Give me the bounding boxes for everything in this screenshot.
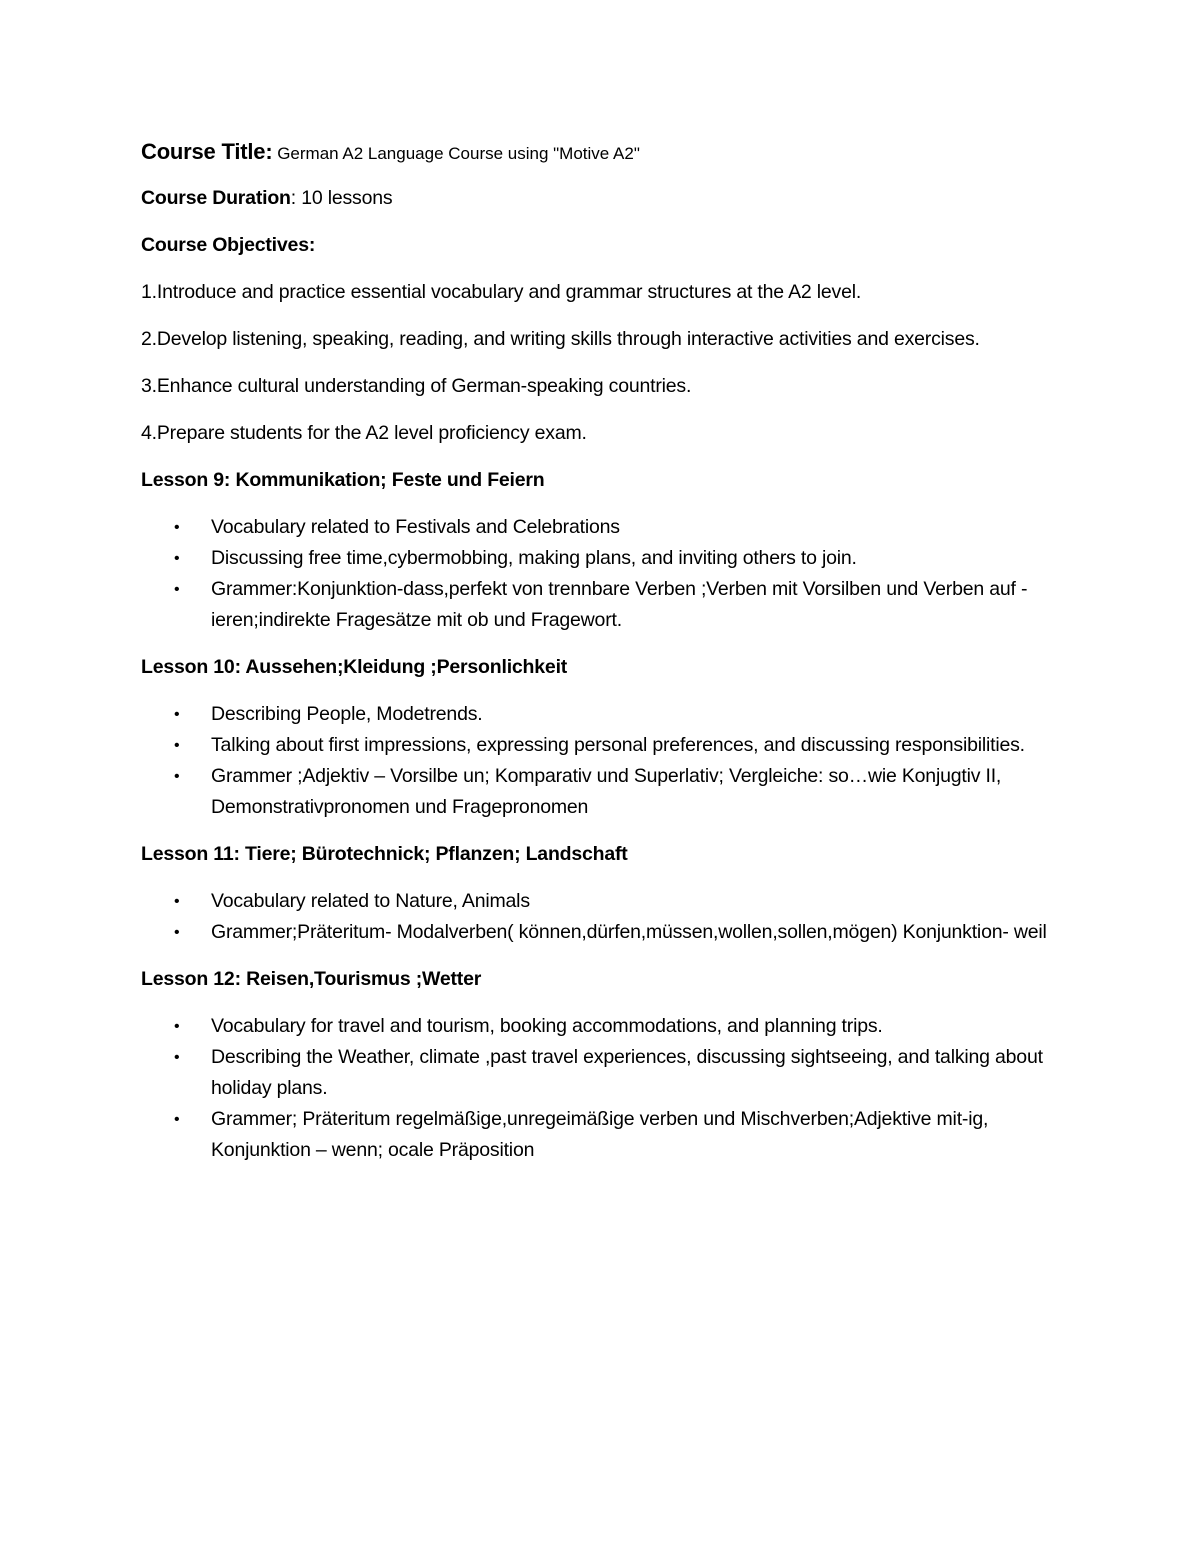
list-item-text: Grammer ;Adjektiv – Vorsilbe un; Komparativ und Superlativ; Vergleiche: so…wie Konjugtiv II, Demonstrativpronomen und Fragepronomen — [211, 765, 1002, 818]
list-item — [141, 512, 1051, 543]
list-item-text: Vocabulary related to Nature, Animals — [211, 890, 530, 912]
bullet-icon: • — [174, 893, 180, 910]
list-item-text: Describing the Weather, climate ,past travel experiences, discussing sightseeing, and talking about holiday plans. — [211, 1046, 1043, 1099]
document-page — [141, 136, 1051, 1182]
course-title-line — [141, 136, 1051, 169]
list-item — [141, 917, 1051, 948]
course-title-value: German A2 Language Course using "Motive A2" — [272, 144, 640, 163]
lesson-heading: Lesson 10: Aussehen;Kleidung ;Personlichkeit — [141, 656, 568, 678]
lesson-bullet-list — [141, 699, 1051, 823]
list-item-text: Grammer;Präteritum- Modalverben( können,dürfen,müssen,wollen,sollen,mögen) Konjunktion- weil — [211, 921, 1047, 943]
list-item-text: Talking about first impressions, expressing personal preferences, and discussing responsibilities. — [211, 734, 1025, 756]
list-item — [141, 1104, 1051, 1166]
lesson-heading: Lesson 9: Kommunikation; Feste und Feiern — [141, 469, 545, 491]
list-item — [141, 543, 1051, 574]
course-duration-line — [141, 183, 1051, 214]
bullet-icon: • — [174, 1049, 180, 1066]
list-item-text: Discussing free time,cybermobbing, making plans, and inviting others to join. — [211, 547, 857, 569]
list-item-text: Describing People, Modetrends. — [211, 703, 483, 725]
objective-item: 2.Develop listening, speaking, reading, and writing skills through interactive activities and exercises. — [141, 328, 980, 350]
list-item-text: Vocabulary related to Festivals and Celebrations — [211, 516, 620, 538]
bullet-icon: • — [174, 581, 180, 598]
objective-item: 3.Enhance cultural understanding of German-speaking countries. — [141, 375, 692, 397]
list-item-text: Vocabulary for travel and tourism, booking accommodations, and planning trips. — [211, 1015, 883, 1037]
list-item — [141, 574, 1051, 636]
objective-item: 1.Introduce and practice essential vocabulary and grammar structures at the A2 level. — [141, 281, 862, 303]
list-item — [141, 699, 1051, 730]
course-duration-value: : 10 lessons — [290, 187, 393, 209]
list-item-text: Grammer; Präteritum regelmäßige,unregeimäßige verben und Mischverben;Adjektive mit-ig, Konjunktion – wenn; ocale Präposition — [211, 1108, 989, 1161]
list-item — [141, 761, 1051, 823]
list-item-text: Grammer:Konjunktion-dass,perfekt von trennbare Verben ;Verben mit Vorsilben und Verben auf -ieren;indirekte Fragesätze mit ob und Fragewort. — [211, 578, 1028, 631]
bullet-icon: • — [174, 550, 180, 567]
bullet-icon: • — [174, 924, 180, 941]
lesson-bullet-list — [141, 1011, 1051, 1166]
objective-item: 4.Prepare students for the A2 level proficiency exam. — [141, 422, 587, 444]
bullet-icon: • — [174, 737, 180, 754]
list-item — [141, 1042, 1051, 1104]
bullet-icon: • — [174, 768, 180, 785]
list-item — [141, 1011, 1051, 1042]
list-item — [141, 886, 1051, 917]
bullet-icon: • — [174, 706, 180, 723]
bullet-icon: • — [174, 519, 180, 536]
course-objectives-heading: Course Objectives: — [141, 234, 316, 256]
list-item — [141, 730, 1051, 761]
lesson-bullet-list — [141, 512, 1051, 636]
bullet-icon: • — [174, 1111, 180, 1128]
lesson-heading: Lesson 12: Reisen,Tourismus ;Wetter — [141, 968, 482, 990]
course-duration-label: Course Duration — [141, 187, 291, 209]
course-title-label: Course Title: — [141, 139, 273, 164]
lesson-heading: Lesson 11: Tiere; Bürotechnick; Pflanzen; Landschaft — [141, 843, 628, 865]
bullet-icon: • — [174, 1018, 180, 1035]
lesson-bullet-list — [141, 886, 1051, 948]
